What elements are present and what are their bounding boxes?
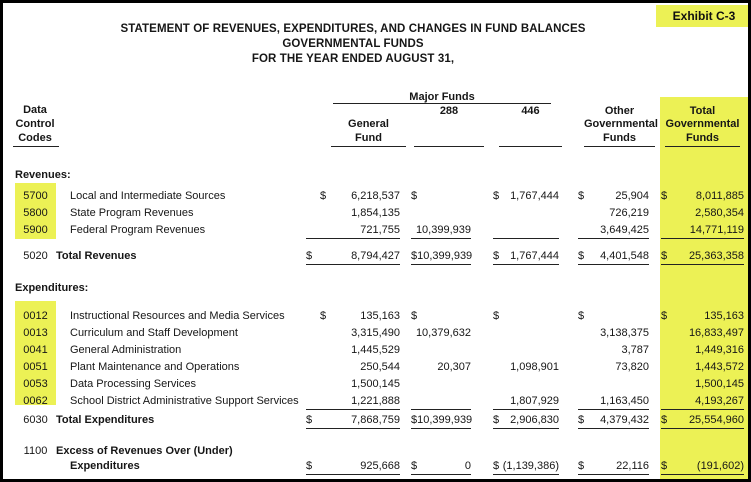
row-label: Expenditures (70, 460, 140, 472)
cell-total-funds (661, 224, 744, 239)
cell-fund-288 (411, 395, 471, 410)
cell-general-fund (306, 460, 400, 475)
dollar-sign: $ (493, 190, 500, 202)
cell-value: 925,668 (360, 460, 400, 472)
dollar-sign: $ (661, 414, 668, 426)
table-row-0053 (3, 378, 751, 393)
cell-general-fund (306, 378, 400, 393)
row-label: School District Administrative Support Services (70, 395, 299, 407)
cell-general-fund (306, 224, 400, 239)
cell-value: 4,193,267 (695, 395, 744, 407)
page-title (3, 22, 703, 67)
dollar-sign: $ (411, 460, 418, 472)
cell-total-funds (661, 327, 744, 342)
cell-fund-288 (411, 250, 471, 265)
cell-fund-288 (411, 361, 471, 376)
cell-value: 3,787 (621, 344, 649, 356)
cell-value: 135,163 (704, 310, 744, 322)
header-major-funds: Major Funds (409, 91, 475, 103)
cell-value: 3,649,425 (600, 224, 649, 236)
cell-value: 1,500,145 (351, 378, 400, 390)
section-label: Revenues: (15, 169, 71, 181)
cell-fund-288 (411, 224, 471, 239)
cell-value: 1,443,572 (695, 361, 744, 373)
cell-value: 1,767,444 (510, 250, 559, 262)
data-control-code: 0051 (23, 361, 48, 373)
header-other-funds-2: Governmental (584, 118, 658, 130)
cell-value: 6,218,537 (351, 190, 400, 202)
cell-general-fund (306, 207, 400, 222)
table-row-0041 (3, 344, 751, 359)
row-label: Curriculum and Staff Development (70, 327, 238, 339)
cell-value: 250,544 (360, 361, 400, 373)
data-control-code: 5700 (23, 190, 48, 202)
cell-other-funds (578, 250, 649, 265)
dollar-sign: $ (306, 460, 313, 472)
cell-value: 721,755 (360, 224, 400, 236)
header-other-funds-3: Funds (603, 132, 636, 144)
cell-other-funds (578, 395, 649, 410)
cell-fund-288 (411, 460, 471, 475)
cell-fund-446 (493, 460, 559, 475)
dollar-sign: $ (306, 250, 313, 262)
cell-value: 25,554,960 (688, 414, 744, 426)
data-control-code: 1100 (23, 445, 48, 457)
row-label: Total Revenues (56, 250, 137, 262)
cell-fund-288 (411, 190, 471, 205)
table-row-0051 (3, 361, 751, 376)
cell-value: 25,904 (615, 190, 649, 202)
header-fund-288: 288 (439, 105, 459, 117)
cell-fund-446 (493, 190, 559, 205)
header-general-fund-2: Fund (355, 132, 382, 144)
data-control-code: 0053 (23, 378, 48, 390)
header-total-funds-1: Total (689, 105, 716, 117)
cell-total-funds (661, 361, 744, 376)
cell-fund-446 (493, 395, 559, 410)
header-other-funds-1: Other (604, 105, 635, 117)
cell-value: (1,139,386) (502, 460, 559, 472)
dollar-sign: $ (578, 460, 585, 472)
cell-value: 4,379,432 (600, 414, 649, 426)
header-fund-446: 446 (521, 105, 540, 117)
cell-value: 1,163,450 (600, 395, 649, 407)
header-data-control-3: Codes (18, 132, 52, 144)
cell-value: 1,449,316 (695, 344, 744, 356)
cell-general-fund (306, 190, 400, 205)
table-row-excess-label (3, 445, 751, 460)
header-underline-288 (414, 146, 484, 147)
dollar-sign: $ (493, 250, 500, 262)
dollar-sign: $ (661, 460, 668, 472)
cell-total-funds (661, 207, 744, 222)
cell-general-fund (306, 414, 400, 429)
cell-value: 20,307 (437, 361, 471, 373)
dollar-sign: $ (661, 190, 668, 202)
dollar-sign: $ (411, 310, 418, 322)
cell-fund-288 (411, 327, 471, 342)
dollar-sign: $ (306, 414, 313, 426)
row-label: State Program Revenues (70, 207, 194, 219)
title-line-2: GOVERNMENTAL FUNDS (282, 38, 424, 50)
cell-value: 8,011,885 (695, 190, 744, 202)
cell-value: 2,580,354 (695, 207, 744, 219)
cell-total-funds (661, 460, 744, 475)
header-total-funds-2: Governmental (665, 118, 740, 130)
cell-other-funds (578, 460, 649, 475)
dollar-sign: $ (578, 250, 585, 262)
table-row-excess-values (3, 460, 751, 475)
table-row-5700 (3, 190, 751, 205)
dollar-sign: $ (578, 414, 585, 426)
cell-total-funds (661, 395, 744, 410)
dollar-sign: $ (493, 310, 500, 322)
cell-total-funds (661, 190, 744, 205)
dollar-sign: $ (493, 414, 500, 426)
cell-value: 135,163 (360, 310, 400, 322)
title-line-3: FOR THE YEAR ENDED AUGUST 31, (251, 53, 455, 65)
row-label: Total Expenditures (56, 414, 155, 426)
header-total-funds-3: Funds (686, 132, 719, 144)
cell-other-funds (578, 344, 649, 359)
cell-general-fund (306, 310, 400, 325)
cell-other-funds (578, 190, 649, 205)
header-underline-codes (13, 146, 59, 147)
row-label: Plant Maintenance and Operations (70, 361, 240, 373)
section-header-expenditures (3, 282, 751, 297)
cell-fund-446 (493, 250, 559, 265)
cell-value: 10,399,939 (415, 224, 471, 236)
header-underline-general-fund (331, 146, 406, 147)
cell-fund-446 (493, 361, 559, 376)
cell-other-funds (578, 224, 649, 239)
cell-value: 1,807,929 (510, 395, 559, 407)
section-label: Expenditures: (15, 282, 89, 294)
header-underline-other (584, 146, 655, 147)
data-control-code: 5900 (23, 224, 48, 236)
cell-value: 1,767,444 (510, 190, 559, 202)
header-data-control-2: Control (15, 118, 55, 130)
cell-value: 10,399,939 (417, 250, 473, 262)
dollar-sign: $ (493, 460, 500, 472)
exhibit-badge: Exhibit C-3 (656, 5, 751, 27)
dollar-sign: $ (661, 250, 668, 262)
cell-value: (191,602) (696, 460, 744, 472)
cell-other-funds (578, 310, 649, 325)
cell-total-funds (661, 378, 744, 393)
cell-other-funds (578, 327, 649, 342)
dollar-sign: $ (411, 414, 418, 426)
cell-general-fund (306, 250, 400, 265)
table-row-0013 (3, 327, 751, 342)
cell-general-fund (306, 327, 400, 342)
table-row-5800 (3, 207, 751, 222)
cell-value: 726,219 (609, 207, 649, 219)
cell-value: 1,098,901 (510, 361, 559, 373)
cell-general-fund (306, 395, 400, 410)
cell-other-funds (578, 361, 649, 376)
table-row-0062 (3, 395, 751, 410)
cell-value: 22,116 (616, 460, 649, 472)
cell-total-funds (661, 250, 744, 265)
cell-value: 4,401,548 (600, 250, 649, 262)
row-label: Excess of Revenues Over (Under) (56, 445, 233, 457)
cell-value: 14,771,119 (689, 224, 744, 236)
cell-value: 7,868,759 (351, 414, 400, 426)
section-header-revenues (3, 169, 751, 184)
table-row-5900 (3, 224, 751, 239)
data-control-code: 0013 (23, 327, 48, 339)
cell-total-funds (661, 414, 744, 429)
cell-value: 8,794,427 (351, 250, 400, 262)
row-label: Instructional Resources and Media Services (70, 310, 285, 322)
dollar-sign: $ (320, 190, 327, 202)
title-line-1: STATEMENT OF REVENUES, EXPENDITURES, AND CHANGES IN FUND BALANCES (120, 23, 586, 35)
dollar-sign: $ (661, 310, 668, 322)
data-control-code: 5020 (23, 250, 48, 262)
cell-other-funds (578, 414, 649, 429)
cell-value: 1,221,888 (351, 395, 400, 407)
data-control-code: 5800 (23, 207, 48, 219)
cell-value: 2,906,830 (510, 414, 559, 426)
cell-value: 25,363,358 (688, 250, 744, 262)
header-general-fund-1: General (348, 118, 389, 130)
cell-value: 3,138,375 (600, 327, 649, 339)
cell-total-funds (661, 344, 744, 359)
table-row-0012 (3, 310, 751, 325)
cell-fund-446 (493, 310, 559, 325)
cell-fund-446 (493, 414, 559, 429)
row-label: Local and Intermediate Sources (70, 190, 226, 202)
cell-value: 10,379,632 (415, 327, 471, 339)
header-underline-total (665, 146, 740, 147)
data-control-code: 0012 (23, 310, 48, 322)
cell-other-funds (578, 207, 649, 222)
cell-value: 0 (464, 460, 471, 472)
cell-value: 10,399,939 (417, 414, 473, 426)
cell-value: 16,833,497 (688, 327, 744, 339)
row-label: Federal Program Revenues (70, 224, 206, 236)
cell-value: 3,315,490 (351, 327, 400, 339)
dollar-sign: $ (320, 310, 327, 322)
cell-value: 1,854,135 (351, 207, 400, 219)
major-funds-underline (333, 103, 551, 104)
cell-value: 73,820 (615, 361, 649, 373)
table-row-total-revenues (3, 250, 751, 265)
cell-total-funds (661, 310, 744, 325)
table-row-total-expenditures (3, 414, 751, 429)
data-control-code: 0062 (23, 395, 48, 407)
cell-fund-446 (493, 224, 559, 239)
dollar-sign: $ (578, 190, 585, 202)
header-underline-446 (499, 146, 562, 147)
cell-fund-288 (411, 310, 471, 325)
data-control-code: 6030 (23, 414, 48, 426)
cell-value: 1,445,529 (351, 344, 400, 356)
dollar-sign: $ (411, 250, 418, 262)
cell-general-fund (306, 361, 400, 376)
cell-fund-288 (411, 414, 471, 429)
row-label: General Administration (70, 344, 182, 356)
cell-value: 1,500,145 (695, 378, 744, 390)
dollar-sign: $ (411, 190, 418, 202)
header-data-control-1: Data (23, 104, 47, 116)
dollar-sign: $ (578, 310, 585, 322)
data-control-code: 0041 (23, 344, 48, 356)
cell-general-fund (306, 344, 400, 359)
row-label: Data Processing Services (70, 378, 196, 390)
